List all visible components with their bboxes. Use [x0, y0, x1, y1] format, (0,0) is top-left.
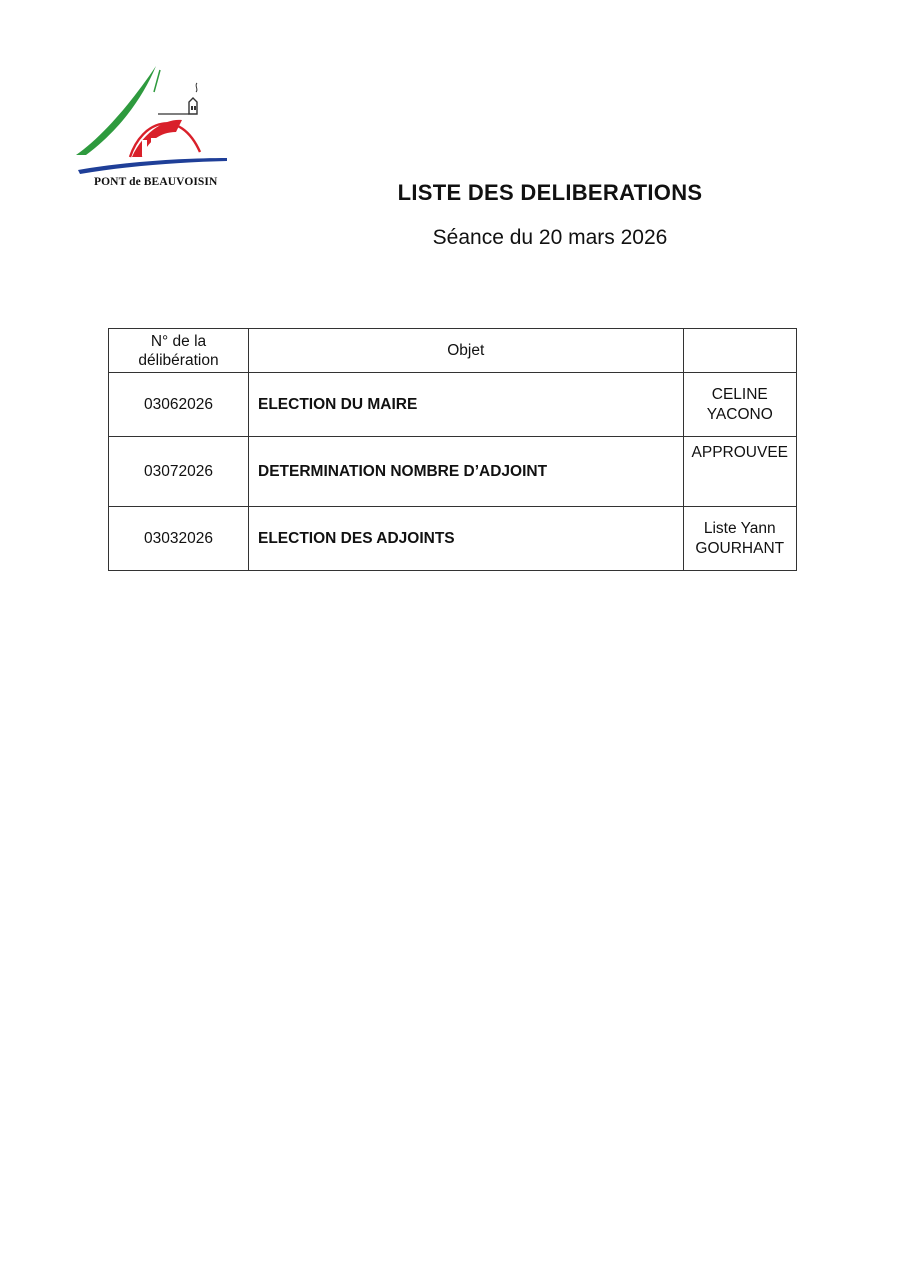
row-objet: DETERMINATION NOMBRE D’ADJOINT: [249, 437, 684, 507]
table-row: [109, 373, 797, 437]
town-emblem-graphic: [72, 62, 237, 177]
row-resultat: CELINE YACONO: [683, 373, 796, 437]
town-logo: [72, 62, 237, 192]
table-header-row: [109, 329, 797, 373]
row-numero: 03072026: [109, 437, 249, 507]
page-title: LISTE DES DELIBERATIONS: [397, 180, 703, 205]
row-resultat: Liste Yann GOURHANT: [683, 507, 796, 571]
session-date: Séance du 20 mars 2026: [432, 226, 668, 249]
table-row: [109, 437, 797, 507]
row-numero: 03062026: [109, 373, 249, 437]
row-objet: ELECTION DU MAIRE: [249, 373, 684, 437]
deliberations-table: [108, 328, 797, 571]
logo-caption: PONT de BEAUVOISIN: [94, 176, 218, 188]
header-resultat: [683, 329, 796, 373]
table-row: [109, 507, 797, 571]
row-numero: 03032026: [109, 507, 249, 571]
row-resultat: APPROUVEE: [683, 437, 796, 507]
row-objet: ELECTION DES ADJOINTS: [249, 507, 684, 571]
header-numero: N° de la délibération: [109, 329, 249, 373]
header-objet: Objet: [249, 329, 684, 373]
